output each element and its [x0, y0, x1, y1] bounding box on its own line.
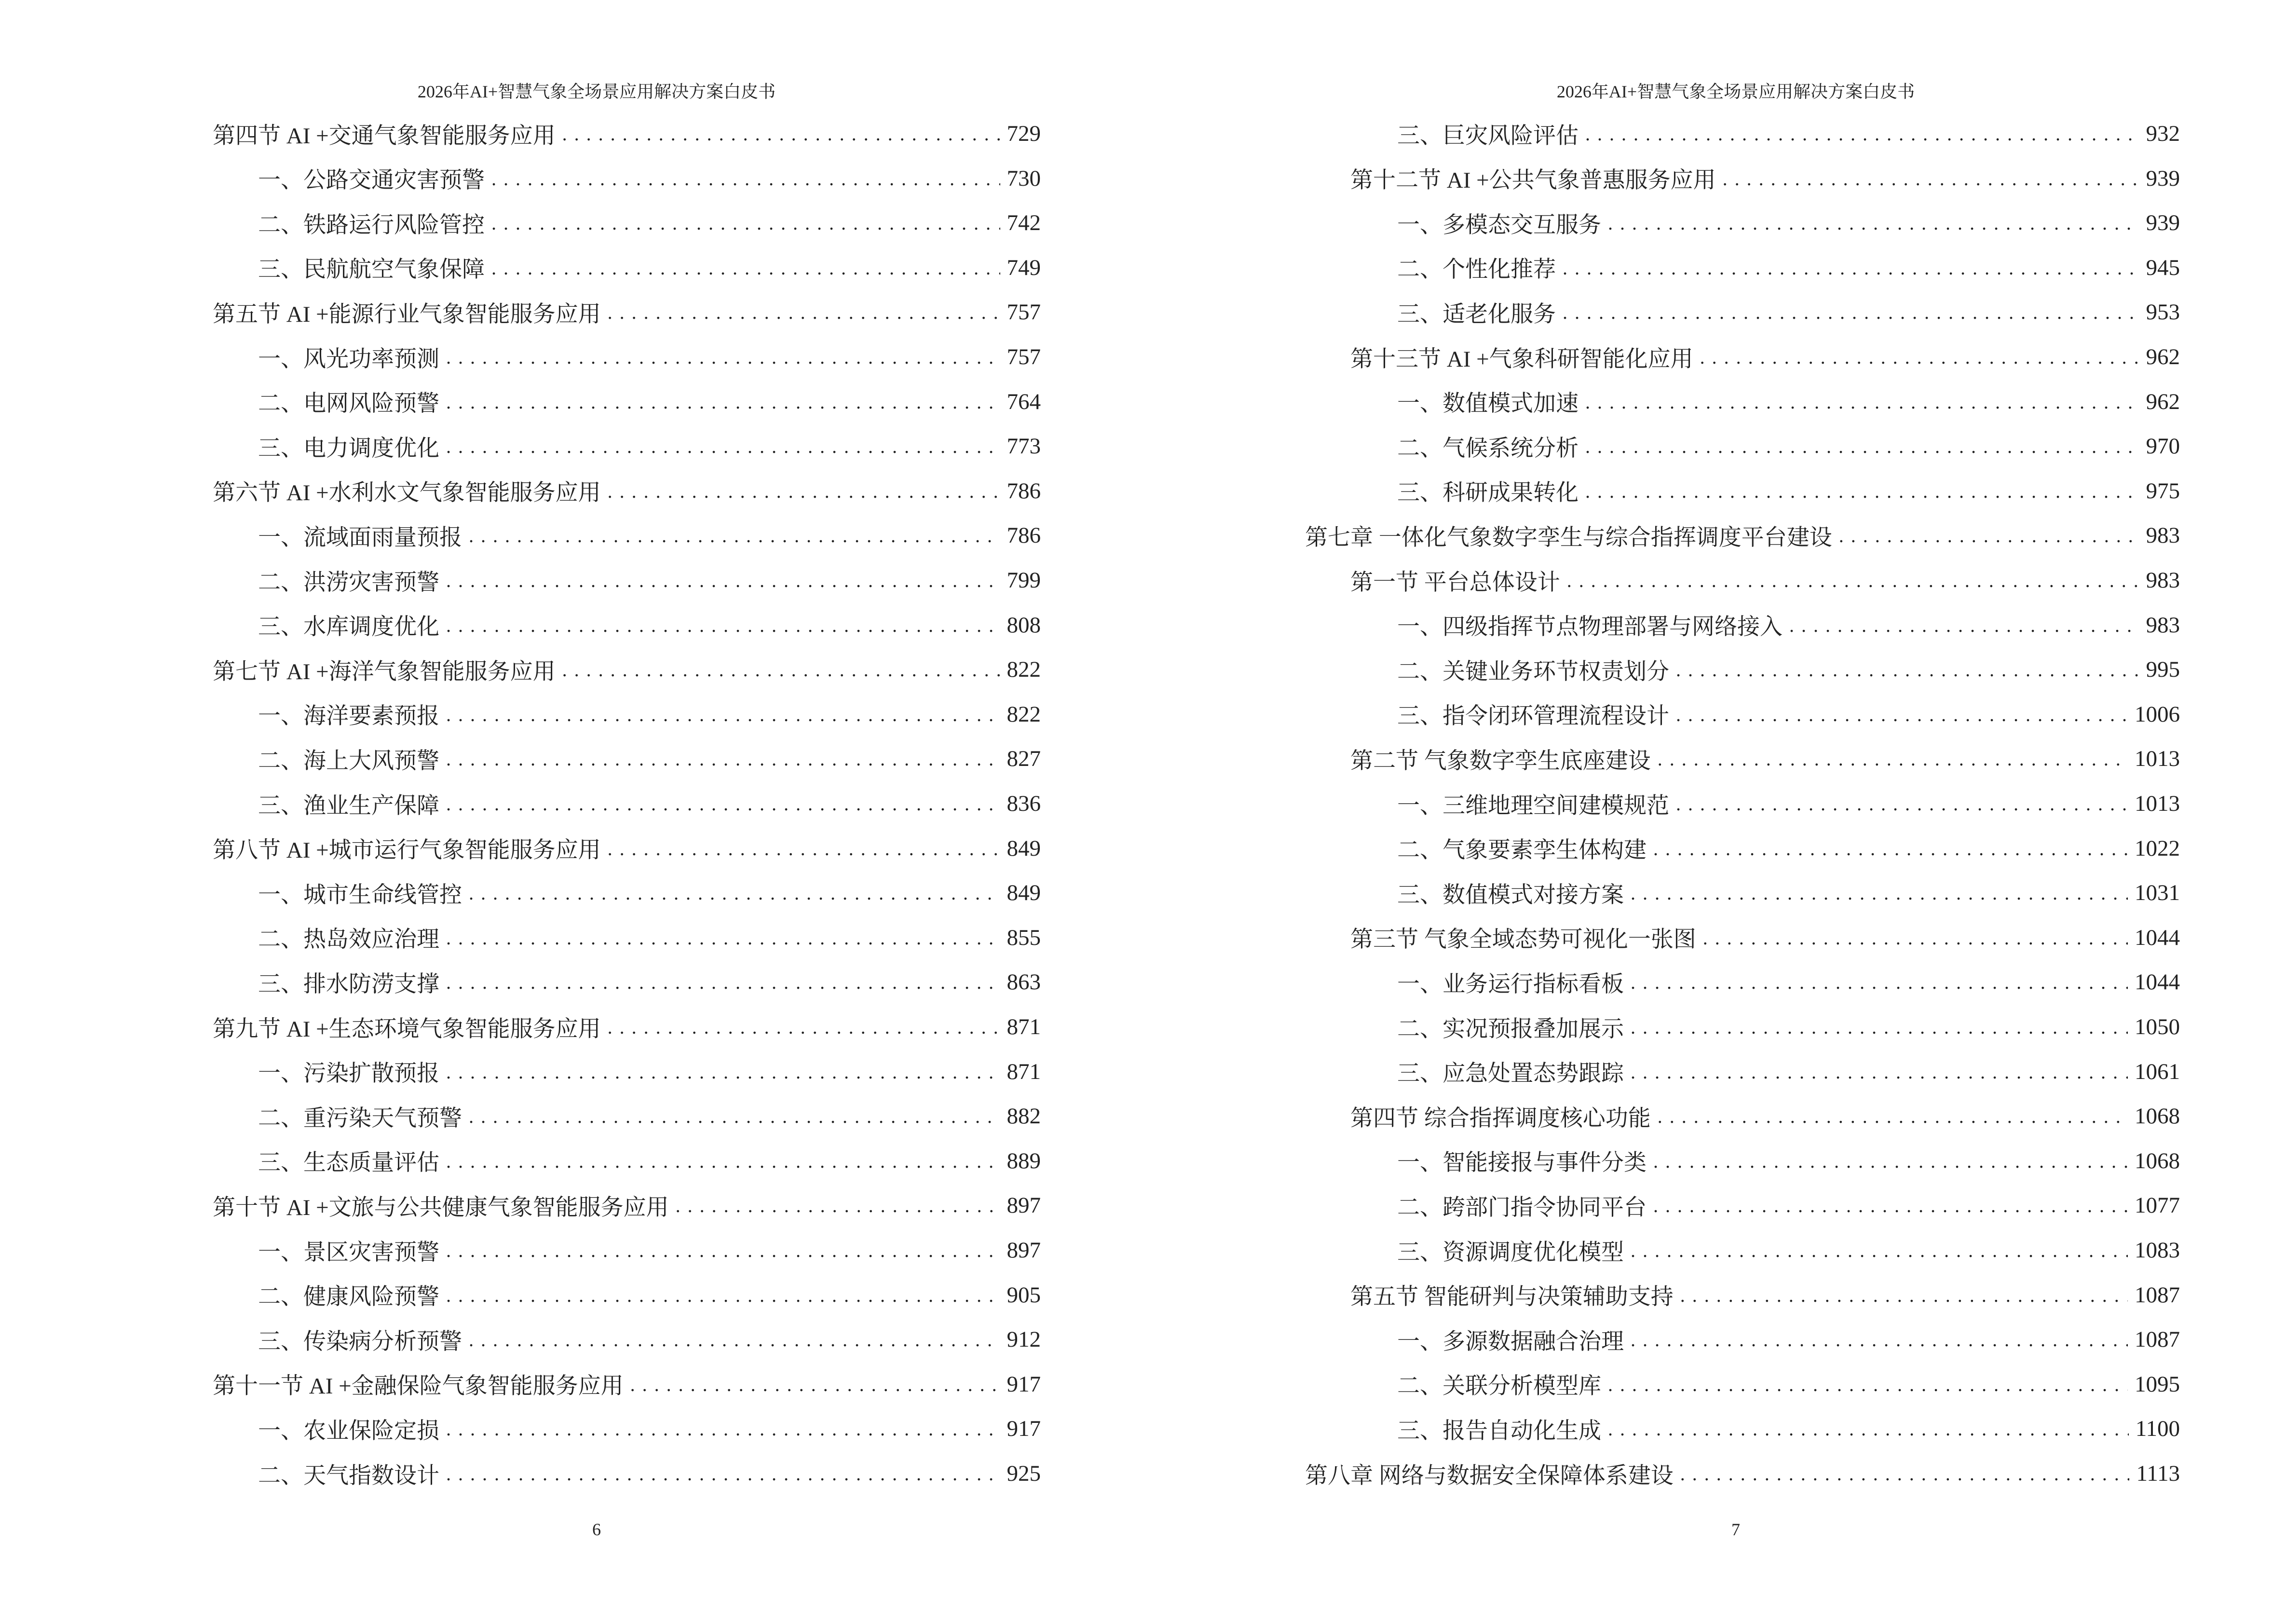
dot-leader	[1608, 208, 2139, 237]
toc-entry-page: 970	[2146, 434, 2180, 459]
toc-entry-title: 三、水库调度优化	[258, 614, 439, 640]
dot-leader	[446, 1281, 1000, 1310]
toc-entry-title: 一、海洋要素预报	[258, 704, 439, 729]
toc-entry-title: 二、关键业务环节权责划分	[1397, 659, 1669, 684]
dot-leader	[1631, 1236, 2128, 1265]
dot-leader	[446, 342, 1000, 371]
toc-entry-page: 1022	[2135, 835, 2180, 861]
toc-entry-title: 一、四级指挥节点物理部署与网络接入	[1397, 614, 1783, 640]
toc-entry-title: 二、海上大风预警	[258, 748, 439, 774]
toc-entry-page: 1044	[2135, 969, 2180, 995]
toc-entry-title: 三、电力调度优化	[258, 436, 439, 461]
toc-entry-title: 三、生态质量评估	[258, 1150, 439, 1176]
toc-entry[interactable]	[1397, 290, 2180, 334]
toc-entry[interactable]	[1350, 335, 2180, 379]
toc-entry-title: 三、应急处置态势跟踪	[1397, 1061, 1624, 1087]
toc-entry-page: 1087	[2135, 1282, 2180, 1308]
toc-entry-title: 第五节 AI +能源行业气象智能服务应用	[213, 301, 601, 327]
toc-entry[interactable]	[258, 915, 1041, 960]
dot-leader	[1723, 164, 2139, 193]
toc-entry-title: 一、三维地理空间建模规范	[1397, 793, 1669, 819]
toc-entry[interactable]	[1397, 1228, 2180, 1272]
dot-leader	[446, 432, 1000, 461]
dot-leader	[1585, 432, 2139, 461]
toc-entry[interactable]	[258, 424, 1041, 468]
toc-entry-page: 757	[1007, 344, 1041, 369]
toc-entry[interactable]	[258, 335, 1041, 379]
toc-entry-title: 第十三节 AI +气象科研智能化应用	[1350, 346, 1693, 372]
dot-leader	[562, 119, 1000, 148]
toc-entry[interactable]	[258, 1317, 1041, 1362]
toc-entry-page: 889	[1007, 1148, 1041, 1174]
toc-entry[interactable]	[213, 1005, 1041, 1049]
toc-entry-page: 939	[2146, 165, 2180, 191]
toc-entry-page: 808	[1007, 612, 1041, 638]
toc-entry-title: 三、资源调度优化模型	[1397, 1240, 1624, 1265]
toc-entry-page: 962	[2146, 344, 2180, 369]
toc-entry[interactable]	[258, 1451, 1041, 1496]
dot-leader	[1585, 387, 2139, 416]
toc-entry-page: 742	[1007, 210, 1041, 236]
toc-entry-page: 1061	[2135, 1059, 2180, 1084]
toc-entry[interactable]	[258, 871, 1041, 915]
toc-entry-title: 一、智能接报与事件分类	[1397, 1150, 1647, 1176]
toc-entry[interactable]	[1350, 156, 2180, 201]
toc-entry[interactable]	[213, 469, 1041, 513]
toc-entry-title: 三、适老化服务	[1397, 301, 1556, 327]
toc-entry-title: 二、个性化推荐	[1397, 257, 1556, 283]
dot-leader	[1680, 1281, 2128, 1310]
toc-entry-title: 三、渔业生产保障	[258, 793, 439, 819]
toc-entry-title: 第八节 AI +城市运行气象智能服务应用	[213, 838, 601, 863]
dot-leader	[469, 521, 1000, 550]
toc-entry[interactable]	[1397, 1139, 2180, 1183]
toc-entry-title: 一、城市生命线管控	[258, 882, 462, 908]
dot-leader	[446, 611, 1000, 640]
toc-entry[interactable]	[1397, 826, 2180, 871]
toc-entry[interactable]	[1397, 692, 2180, 737]
dot-leader	[630, 1370, 1000, 1399]
toc-entry[interactable]	[1305, 1451, 2180, 1496]
toc-entry-page: 905	[1007, 1282, 1041, 1308]
dot-leader	[1563, 298, 2139, 327]
toc-entry-page: 1013	[2135, 746, 2180, 772]
dot-leader	[1631, 1057, 2128, 1086]
dot-leader	[469, 1325, 1000, 1354]
toc-entry-page: 822	[1007, 657, 1041, 682]
dot-leader	[1608, 1370, 2128, 1399]
dot-leader	[491, 253, 1000, 282]
toc-entry-page: 786	[1007, 523, 1041, 548]
toc-entry-title: 第二节 气象数字孪生底座建设	[1350, 748, 1651, 774]
toc-entry-title: 第五节 智能研判与决策辅助支持	[1350, 1284, 1674, 1310]
toc-entry-title: 一、数值模式加速	[1397, 391, 1579, 417]
toc-entry-title: 二、关联分析模型库	[1397, 1374, 1601, 1399]
dot-leader	[446, 1146, 1000, 1175]
toc-entry-title: 第十节 AI +文旅与公共健康气象智能服务应用	[213, 1195, 669, 1220]
dot-leader	[608, 834, 1000, 863]
dot-leader	[446, 1414, 1000, 1443]
dot-leader	[1703, 923, 2128, 952]
toc-entry[interactable]	[1350, 737, 2180, 781]
toc-entry[interactable]	[258, 781, 1041, 826]
toc-entry-page: 836	[1007, 791, 1041, 816]
toc-entry[interactable]	[258, 513, 1041, 558]
toc-entry[interactable]	[1350, 915, 2180, 960]
dot-leader	[446, 700, 1000, 729]
toc-entry[interactable]	[1397, 380, 2180, 424]
toc-entry-title: 三、指令闭环管理流程设计	[1397, 704, 1669, 729]
toc-entry-page: 849	[1007, 835, 1041, 861]
dot-leader	[608, 477, 1000, 505]
toc-entry-page: 1077	[2135, 1193, 2180, 1218]
page-header: 2026年AI+智慧气象全场景应用解决方案白皮书	[1556, 82, 1915, 101]
toc-entry-page: 1068	[2135, 1148, 2180, 1174]
toc-entry[interactable]	[258, 1139, 1041, 1183]
toc-entry[interactable]	[1397, 871, 2180, 915]
toc-entry-title: 三、传染病分析预警	[258, 1329, 462, 1354]
dot-leader	[446, 1057, 1000, 1086]
toc-entry-title: 二、热岛效应治理	[258, 927, 439, 953]
toc-entry[interactable]	[258, 201, 1041, 245]
dot-leader	[1653, 834, 2128, 863]
toc-entry[interactable]	[258, 558, 1041, 602]
page-number: 7	[1731, 1520, 1740, 1539]
toc-entry-page: 799	[1007, 568, 1041, 593]
dot-leader	[1700, 342, 2139, 371]
toc-entry-title: 第九节 AI +生态环境气象智能服务应用	[213, 1016, 601, 1042]
toc-entry[interactable]	[213, 111, 1041, 156]
toc-entry[interactable]	[1350, 1273, 2180, 1317]
dot-leader	[469, 878, 1000, 907]
dot-leader	[446, 387, 1000, 416]
toc-entry[interactable]	[258, 1228, 1041, 1272]
toc-entry-title: 二、气候系统分析	[1397, 436, 1579, 461]
toc-entry-title: 三、报告自动化生成	[1397, 1418, 1601, 1444]
toc-entry[interactable]	[1397, 603, 2180, 647]
toc-entry-page: 773	[1007, 434, 1041, 459]
toc-entry-title: 第七章 一体化气象数字孪生与综合指挥调度平台建设	[1305, 525, 1832, 550]
toc-entry-page: 897	[1007, 1193, 1041, 1218]
toc-entry-title: 二、重污染天气预警	[258, 1105, 462, 1131]
dot-leader	[1680, 1459, 2130, 1488]
toc-entry[interactable]	[1397, 960, 2180, 1004]
toc-entry-page: 945	[2146, 255, 2180, 280]
toc-entry-title: 三、科研成果转化	[1397, 480, 1579, 506]
dot-leader	[1653, 1146, 2128, 1175]
toc-entry-page: 917	[1007, 1416, 1041, 1442]
toc-entry[interactable]	[258, 246, 1041, 290]
toc-entry[interactable]	[258, 737, 1041, 781]
toc-entry-title: 三、巨灾风险评估	[1397, 123, 1579, 149]
toc-entry-title: 一、景区灾害预警	[258, 1240, 439, 1265]
dot-leader	[1658, 744, 2128, 773]
toc-entry[interactable]	[1305, 513, 2180, 558]
toc-entry[interactable]	[1350, 558, 2180, 602]
toc-entry-title: 第四节 AI +交通气象智能服务应用	[213, 123, 556, 149]
dot-leader	[1839, 521, 2139, 550]
toc-entry-title: 三、数值模式对接方案	[1397, 882, 1624, 908]
toc-entry-page: 730	[1007, 165, 1041, 191]
page-number: 6	[592, 1520, 601, 1539]
toc-entry-title: 第十一节 AI +金融保险气象智能服务应用	[213, 1374, 624, 1399]
toc-entry-page: 1013	[2135, 791, 2180, 816]
toc-entry-title: 第四节 综合指挥调度核心功能	[1350, 1105, 1651, 1131]
toc-entry[interactable]	[1397, 424, 2180, 468]
dot-leader	[491, 208, 1000, 237]
toc-entry-page: 983	[2146, 612, 2180, 638]
toc-entry-title: 第三节 气象全域态势可视化一张图	[1350, 927, 1696, 953]
dot-leader	[446, 1459, 1000, 1488]
toc-entry[interactable]	[1397, 246, 2180, 290]
toc-entry[interactable]	[258, 156, 1041, 201]
dot-leader	[1676, 655, 2139, 684]
dot-leader	[1608, 1414, 2129, 1443]
toc-entry-title: 二、天气指数设计	[258, 1463, 439, 1488]
toc-entry-title: 第六节 AI +水利水文气象智能服务应用	[213, 480, 601, 506]
dot-leader	[1658, 1102, 2128, 1131]
toc-entry-page: 912	[1007, 1327, 1041, 1352]
toc-entry[interactable]	[1350, 1094, 2180, 1138]
toc-entry-page: 871	[1007, 1059, 1041, 1084]
dot-leader	[676, 1191, 1000, 1220]
toc-entry[interactable]	[213, 647, 1041, 692]
toc-entry-title: 一、多模态交互服务	[1397, 212, 1601, 238]
toc-entry-page: 882	[1007, 1104, 1041, 1129]
toc-entry-title: 一、流域面雨量预报	[258, 525, 462, 550]
toc-entry-page: 995	[2146, 657, 2180, 682]
toc-entry-page: 1031	[2135, 880, 2180, 906]
dot-leader	[608, 298, 1000, 327]
toc-entry-title: 一、公路交通灾害预警	[258, 168, 485, 193]
dot-leader	[446, 1236, 1000, 1265]
toc-entry-title: 三、民航航空气象保障	[258, 257, 485, 283]
toc-entry-page: 983	[2146, 523, 2180, 548]
toc-entry-page: 932	[2146, 121, 2180, 146]
dot-leader	[1563, 253, 2139, 282]
toc-entry-title: 二、电网风险预警	[258, 391, 439, 417]
toc-entry-page: 1006	[2135, 701, 2180, 727]
toc-entry-title: 第八章 网络与数据安全保障体系建设	[1305, 1463, 1674, 1488]
dot-leader	[1631, 878, 2128, 907]
toc-entry[interactable]	[258, 960, 1041, 1004]
toc-entry-page: 1068	[2135, 1104, 2180, 1129]
toc-entry-title: 二、跨部门指令协同平台	[1397, 1195, 1647, 1220]
dot-leader	[491, 164, 1000, 193]
toc-entry-page: 1087	[2135, 1327, 2180, 1352]
toc-entry[interactable]	[213, 826, 1041, 871]
toc-entry-page: 1113	[2136, 1461, 2180, 1486]
toc-entry[interactable]	[258, 603, 1041, 647]
toc-entry-title: 二、气象要素孪生体构建	[1397, 838, 1647, 863]
toc-entry-title: 一、农业保险定损	[258, 1418, 439, 1444]
dot-leader	[1676, 789, 2128, 818]
toc-entry[interactable]	[1397, 1406, 2180, 1451]
dot-leader	[1789, 611, 2139, 640]
dot-leader	[446, 968, 1000, 996]
toc-entry[interactable]	[213, 1362, 1041, 1406]
dot-leader	[446, 744, 1000, 773]
dot-leader	[1585, 477, 2139, 505]
toc-entry[interactable]	[1397, 647, 2180, 692]
toc-entry-page: 1083	[2135, 1238, 2180, 1263]
toc-entry-title: 第一节 平台总体设计	[1350, 570, 1560, 595]
toc-entry-page: 975	[2146, 478, 2180, 504]
toc-entry[interactable]	[258, 1050, 1041, 1094]
toc-entry[interactable]	[1397, 111, 2180, 156]
toc-entry-page: 1100	[2135, 1416, 2180, 1442]
toc-entry-page: 1050	[2135, 1014, 2180, 1039]
toc-entry-page: 1095	[2135, 1371, 2180, 1397]
toc-entry-title: 一、风光功率预测	[258, 346, 439, 372]
toc-entry[interactable]	[258, 380, 1041, 424]
toc-entry-title: 二、洪涝灾害预警	[258, 570, 439, 595]
toc-entry[interactable]	[1397, 201, 2180, 245]
toc-entry-page: 786	[1007, 478, 1041, 504]
toc-entry-page: 764	[1007, 389, 1041, 414]
dot-leader	[1631, 968, 2128, 996]
toc-entry-page: 939	[2146, 210, 2180, 236]
dot-leader	[1653, 1191, 2128, 1220]
toc-entry-title: 第七节 AI +海洋气象智能服务应用	[213, 659, 556, 684]
toc-entry-page: 757	[1007, 300, 1041, 325]
dot-leader	[1631, 1012, 2128, 1041]
toc-entry-page: 855	[1007, 925, 1041, 950]
toc-entry-title: 一、多源数据融合治理	[1397, 1329, 1624, 1354]
toc-entry[interactable]	[258, 1094, 1041, 1138]
toc-entry[interactable]	[213, 290, 1041, 334]
toc-entry-page: 863	[1007, 969, 1041, 995]
dot-leader	[608, 1012, 1000, 1041]
toc-entry-title: 三、排水防涝支撑	[258, 971, 439, 997]
toc-entry[interactable]	[1397, 1005, 2180, 1049]
dot-leader	[446, 789, 1000, 818]
dot-leader	[1585, 119, 2139, 148]
toc-entry-title: 第十二节 AI +公共气象普惠服务应用	[1350, 168, 1716, 193]
dot-leader	[446, 923, 1000, 952]
toc-entry[interactable]	[258, 1406, 1041, 1451]
toc-entry-page: 925	[1007, 1461, 1041, 1486]
toc-entry-page: 953	[2146, 300, 2180, 325]
toc-entry-page: 827	[1007, 746, 1041, 772]
toc-entry-title: 一、业务运行指标看板	[1397, 971, 1624, 997]
toc-entry-page: 871	[1007, 1014, 1041, 1039]
dot-leader	[562, 655, 1000, 684]
toc-entry-page: 849	[1007, 880, 1041, 906]
toc-entry[interactable]	[1397, 1183, 2180, 1228]
toc-entry[interactable]	[1397, 781, 2180, 826]
toc-entry[interactable]	[258, 1273, 1041, 1317]
toc-entry[interactable]	[1397, 469, 2180, 513]
toc-entry-title: 一、污染扩散预报	[258, 1061, 439, 1087]
dot-leader	[469, 1102, 1000, 1131]
toc-entry-page: 983	[2146, 568, 2180, 593]
toc-entry[interactable]	[213, 1183, 1041, 1228]
toc-entry-page: 749	[1007, 255, 1041, 280]
toc-entry-page: 917	[1007, 1371, 1041, 1397]
toc-entry-title: 二、实况预报叠加展示	[1397, 1016, 1624, 1042]
toc-entry[interactable]	[258, 692, 1041, 737]
toc-entry-page: 897	[1007, 1238, 1041, 1263]
toc-entry-title: 二、铁路运行风险管控	[258, 212, 485, 238]
dot-leader	[1676, 700, 2128, 729]
toc-entry-page: 822	[1007, 701, 1041, 727]
page-header: 2026年AI+智慧气象全场景应用解决方案白皮书	[417, 82, 776, 101]
dot-leader	[1631, 1325, 2128, 1354]
dot-leader	[446, 566, 1000, 595]
toc-entry[interactable]	[1397, 1317, 2180, 1362]
toc-entry-page: 1044	[2135, 925, 2180, 950]
toc-entry[interactable]	[1397, 1362, 2180, 1406]
toc-entry-title: 二、健康风险预警	[258, 1284, 439, 1310]
toc-entry-page: 962	[2146, 389, 2180, 414]
toc-entry-page: 729	[1007, 121, 1041, 146]
toc-entry[interactable]	[1397, 1050, 2180, 1094]
dot-leader	[1567, 566, 2139, 595]
